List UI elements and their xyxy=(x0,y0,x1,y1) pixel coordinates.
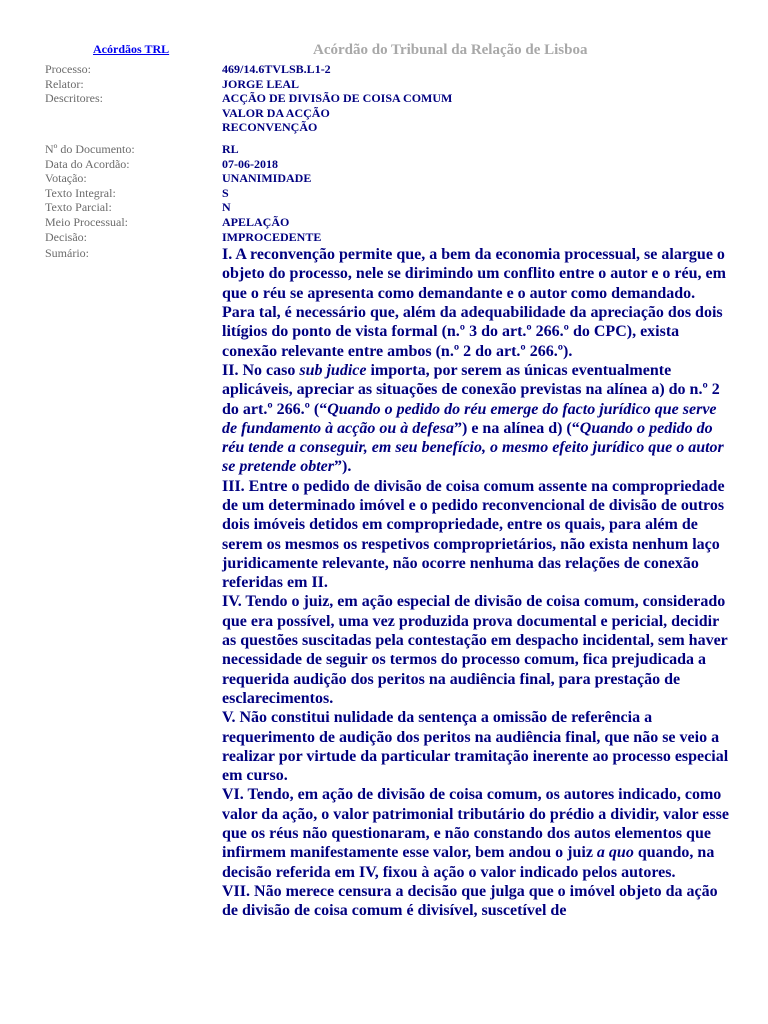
summary-paragraph-4: IV. Tendo o juiz, em ação especial de divisão de coisa comum, considerado que era possível, uma vez produzida prova documental e pericial, decidir as questões suscitadas pela contestação em despacho incidental, sem haver necessidade de seguir os termos do processo comum, fica prejudicada a requerida audição dos peritos na audiência final, para prestação de esclarecimentos. xyxy=(222,593,728,707)
label-descritores: Descritores: xyxy=(45,91,103,106)
row-meio-processual xyxy=(45,215,735,230)
text-run: importa, por serem as únicas eventualmente aplicáveis, apreciar as situações de conexão previstas na alínea a) do n.º 2 do art.º 266.º (“ xyxy=(222,361,720,418)
spacer xyxy=(45,135,735,142)
value-votacao: UNANIMIDADE xyxy=(222,171,312,186)
row-data-acordao xyxy=(45,157,735,172)
summary-text xyxy=(222,245,732,920)
summary-paragraph-3: III. Entre o pedido de divisão de coisa comum assente na compropriedade de um determinado imóvel e o pedido reconvencional de divisão de outros dois imóveis detidos em compropriedade, entre os quais, para além de serem os mesmos os respetivos comproprietários, não exista nenhum laço juridicamente relevante, não ocorre nenhuma das relações de conexão referidas em II. xyxy=(222,477,725,592)
summary-paragraph-2 xyxy=(222,361,732,477)
metadata-table xyxy=(45,62,735,921)
label-decisao: Decisão: xyxy=(45,229,87,244)
summary-paragraph-7: VII. Não merece censura a decisão que julga que o imóvel objeto da ação de divisão de coisa comum é divisível, suscetível de xyxy=(222,882,718,920)
row-decisao xyxy=(45,230,735,245)
italic-text: a quo xyxy=(596,844,634,862)
acordaos-trl-link[interactable]: Acórdãos TRL xyxy=(93,42,170,56)
descritor-item: VALOR DA ACÇÃO xyxy=(222,105,330,120)
label-meio-processual: Meio Processual: xyxy=(45,214,128,229)
court-title: Acórdão do Tribunal da Relação de Lisboa xyxy=(313,42,588,58)
row-processo xyxy=(45,62,735,77)
value-descritores xyxy=(222,91,452,135)
row-descritores xyxy=(45,91,735,135)
label-votacao: Votação: xyxy=(45,171,87,186)
row-texto-integral xyxy=(45,186,735,201)
summary-paragraph-5: V. Não constitui nulidade da sentença a omissão de referência a requerimento de audição dos peritos na audiência final, que não se veio a realizar por virtude da particular tramitação inerente ao processo especial em curso. xyxy=(222,709,729,785)
row-num-documento xyxy=(45,142,735,157)
descritor-item: ACÇÃO DE DIVISÃO DE COISA COMUM xyxy=(222,91,453,106)
text-run: ”). xyxy=(333,458,352,476)
descritor-item: RECONVENÇÃO xyxy=(222,120,318,135)
text-run: quando, na decisão referida em IV, fixou à ação o valor indicado pelos autores. xyxy=(222,844,715,881)
value-processo: 469/14.6TVLSB.L1-2 xyxy=(222,62,331,76)
italic-quote: Quando o pedido do réu tende a conseguir, em seu benefício, o mesmo efeito jurídico que o autor se pretende obter xyxy=(222,419,724,476)
label-data-acordao: Data do Acordão: xyxy=(45,156,130,171)
summary-paragraph-1: I. A reconvenção permite que, a bem da economia processual, se alargue o objeto do processo, nele se dirimindo um conflito entre o autor e o réu, em que o réu se apresenta como demandante e o autor como demandado. Para tal, é necessário que, além da adequabilidade da apreciação dos dois litígios do ponto de vista formal (n.º 3 do art.º 266.º do CPC), exista conexão relevante entre ambos (n.º 2 do art.º 266.º). xyxy=(222,246,726,360)
italic-text: sub judice xyxy=(299,361,367,379)
text-run: ”) e na alínea d) (“ xyxy=(453,419,580,437)
label-texto-integral: Texto Integral: xyxy=(45,185,116,200)
value-relator: JORGE LEAL xyxy=(222,76,300,91)
row-relator xyxy=(45,77,735,92)
value-data-acordao: 07-06-2018 xyxy=(222,156,278,171)
italic-quote: Quando o pedido do réu emerge do facto jurídico que serve de fundamento à acção ou à defesa xyxy=(222,400,717,437)
text-run: VI. Tendo, em ação de divisão de coisa comum, os autores indicado, como valor da ação, o valor patrimonial tributário do prédio a dividir, valor esse que os réus não questionaram, e não constando dos autos elementos que infirmem manifestamente esse valor, bem andou o juiz xyxy=(222,786,729,862)
label-relator: Relator: xyxy=(45,76,84,91)
row-texto-parcial xyxy=(45,200,735,215)
row-sumario xyxy=(45,245,735,920)
label-processo: Processo: xyxy=(45,62,91,76)
summary-paragraph-6 xyxy=(222,785,732,881)
label-num-documento: Nº do Documento: xyxy=(45,141,135,156)
value-num-documento: RL xyxy=(222,141,239,156)
label-texto-parcial: Texto Parcial: xyxy=(45,200,112,215)
value-decisao: IMPROCEDENTE xyxy=(222,229,322,244)
value-texto-integral: S xyxy=(222,185,229,200)
text-run: II. No caso xyxy=(222,361,300,379)
label-sumario: Sumário: xyxy=(45,246,89,261)
value-texto-parcial: N xyxy=(222,200,231,215)
row-votacao xyxy=(45,171,735,186)
value-meio-processual: APELAÇÃO xyxy=(222,214,290,229)
